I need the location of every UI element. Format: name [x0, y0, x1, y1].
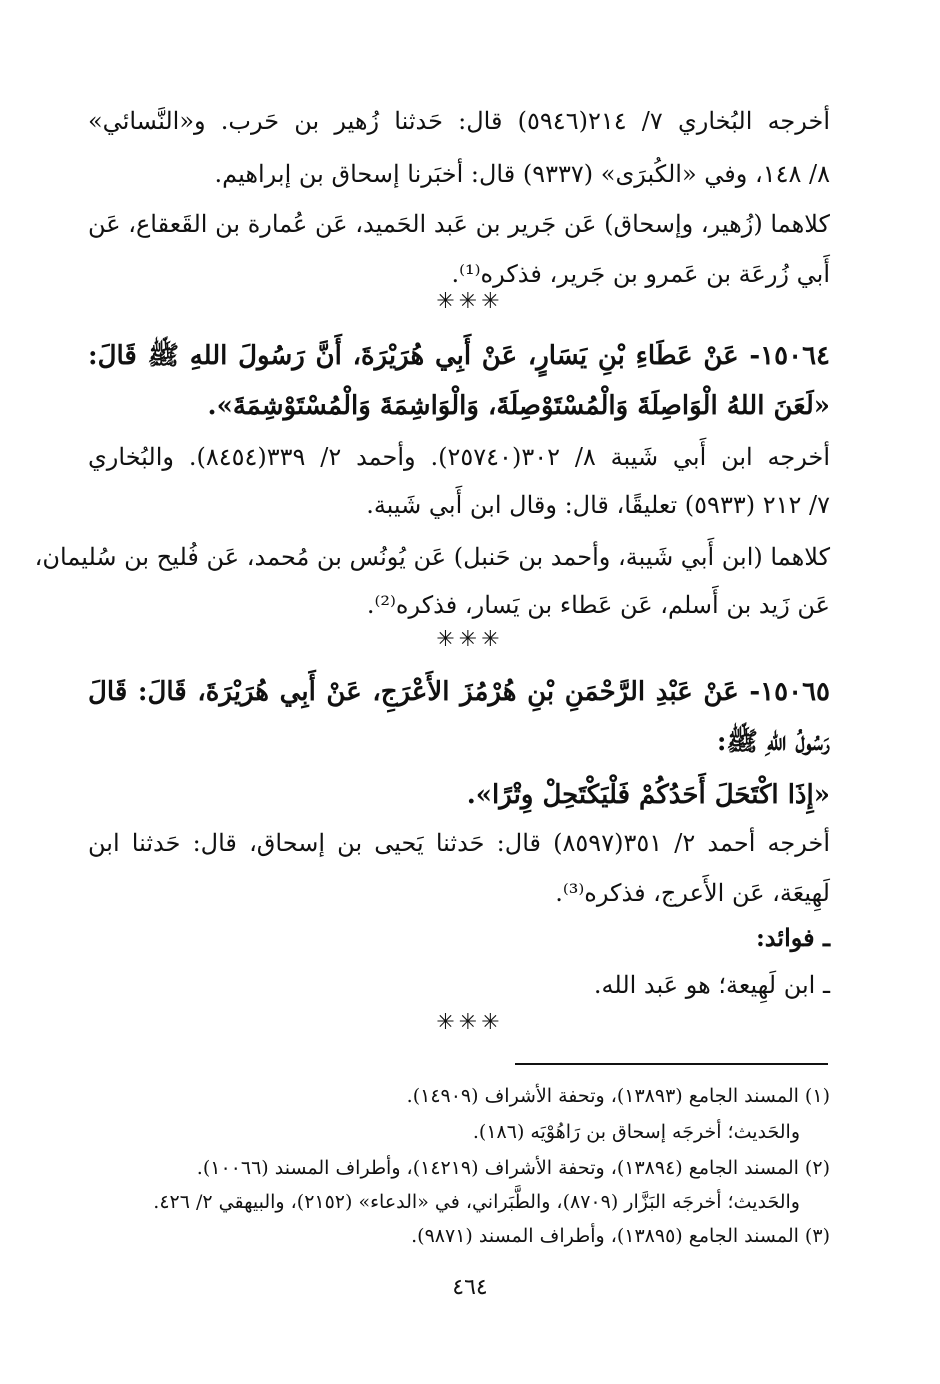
text-line-6: أخرجه ابن أَبي شَيبة ٨/ ٣٠٢(٢٥٧٤٠). وأحمد ٢/ ٣٣٩(٨٤٥٤). والبُخاري [88, 443, 830, 471]
hadith-line-10: ١٥٠٦٥- عَنْ عَبْدِ الرَّحْمَنِ بْنِ هُرْمُزَ الأَعْرَجِ، عَنْ أَبِي هُرَيْرَةَ، قَالَ: قَالَ [88, 677, 830, 707]
text-line-3: أَبي زُرعَة بن عَمرو بن جَرير، فذكره⁽¹⁾. [451, 260, 830, 288]
text-line-13: أخرجه أحمد ٢/ ٣٥١(٨٥٩٧) قال: حَدثنا يَحيى بن إسحاق، قال: حَدثنا ابن [88, 829, 831, 857]
hadith-line-11: رَسُولُ اللهِ ﷺ: [716, 727, 830, 757]
text-line-15: ـ فوائد: [755, 923, 830, 952]
text-line-0: أخرجه البُخاري ٧/ ٢١٤(٥٩٤٦) قال: حَدثنا زُهير بن حَرب. و«النَّسائي» [88, 107, 831, 135]
text-line-9: عَن زَيد بن أَسلم، عَن عَطاء بن يَسار، فذكره⁽²⁾. [366, 591, 830, 619]
text-line-1: ٨/ ١٤٨، وفي «الكُبرَى» (٩٣٣٧) قال: أخبَرنا إسحاق بن إبراهيم. [214, 160, 830, 188]
section-separator: ✳✳✳ [436, 289, 504, 314]
footnote-line-4: (٣) المسند الجامع (١٣٨٩٥)، وأطراف المسند (٩٨٧١). [411, 1225, 830, 1247]
section-separator: ✳✳✳ [436, 1010, 504, 1035]
text-line-14: لَهِيعَة، عَن الأَعرج، فذكره⁽³⁾. [555, 879, 830, 907]
text-line-16: ـ ابن لَهِيعة؛ هو عَبد الله. [593, 971, 830, 999]
section-separator: ✳✳✳ [436, 627, 504, 652]
footnote-rule [515, 1063, 828, 1065]
footnote-line-1: والحَديث؛ أخرجَه إسحاق بن رَاهُوْيَه (١٨٦). [472, 1121, 800, 1143]
text-line-8: كلاهما (ابن أَبي شَيبة، وأحمد بن حَنبل) عَن يُونُس بن مُحمد، عَن فُليح بن سُليمان، [34, 543, 830, 571]
footnote-line-3: والحَديث؛ أخرجَه البَزَّار (٨٧٠٩)، والطَّبَراني، في «الدعاء» (٢١٥٢)، والبيهقي ٢/ ٤٢٦. [153, 1191, 800, 1213]
footnote-line-2: (٢) المسند الجامع (١٣٨٩٤)، وتحفة الأشراف (١٤٢١٩)، وأطراف المسند (١٠٠٦٦). [196, 1157, 830, 1179]
text-line-2: كلاهما (زُهير، وإسحاق) عَن جَرير بن عَبد الحَميد، عَن عُمارة بن القَعقاع، عَن [88, 210, 830, 238]
hadith-line-12: «إِذَا اكْتَحَلَ أَحَدُكُمْ فَلْيَكْتَحِلْ وِتْرًا». [466, 780, 830, 810]
hadith-line-5: «لَعَنَ اللهُ الْوَاصِلَةَ وَالْمُسْتَوْصِلَةَ، وَالْوَاشِمَةَ وَالْمُسْتَوْشِمَةَ». [207, 391, 830, 421]
hadith-line-4: ١٥٠٦٤- عَنْ عَطَاءِ بْنِ يَسَارٍ، عَنْ أَبِي هُرَيْرَةَ، أَنَّ رَسُولَ اللهِ ﷺ قَالَ: [88, 341, 830, 371]
footnote-line-0: (١) المسند الجامع (١٣٨٩٣)، وتحفة الأشراف (١٤٩٠٩). [406, 1085, 830, 1107]
text-line-7: ٧/ ٢١٢ (٥٩٣٣) تعليقًا، قال: وقال ابن أَبي شَيبة. [366, 491, 830, 519]
page-number: ٤٦٤ [452, 1275, 488, 1300]
